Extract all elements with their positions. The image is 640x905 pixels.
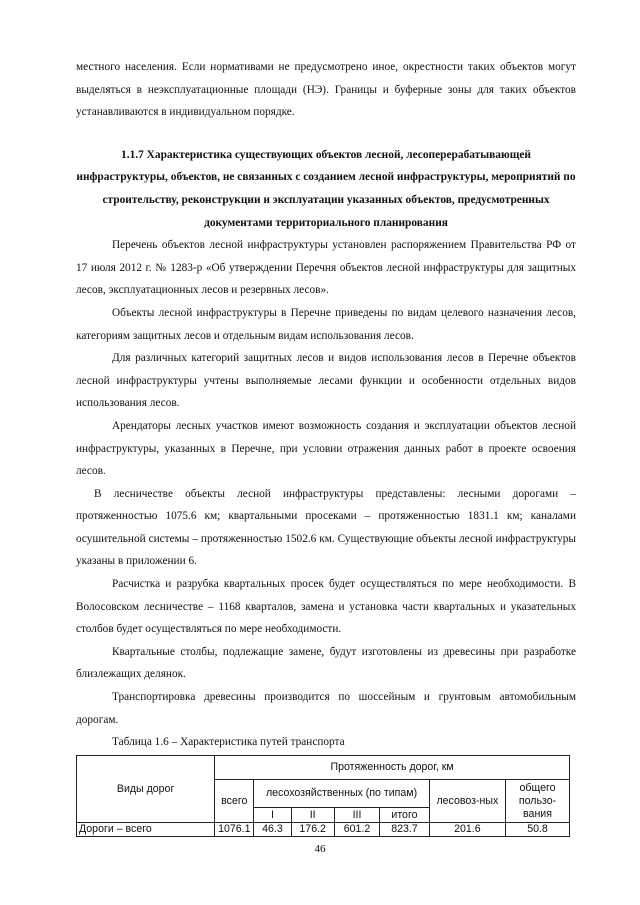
header-length: Протяженность дорог, км [215, 756, 570, 780]
section-heading: 1.1.7 Характеристика существующих объектов лесной, лесоперерабатывающей инфраструктуры, объектов, не связанных с созданием лесной инфраструктуры, мероприятий по строительству, реконструкции и эксплуатации указанных объектов, предусмотренных документами территориального планирования [76, 148, 576, 229]
row-logging: 201.6 [429, 823, 505, 837]
paragraph-forestry-objects: В лесничестве объекты лесной инфраструктуры представлены: лесными дорогами – протяженностью 1075.6 км; квартальными просеками – протяженностью 1831.1 км; каналами осушительной системы – протяженностью 1502.6 км. Существующие объекты лесной инфраструктуры указаны в приложении 6. [76, 487, 576, 568]
header-type-2: II [291, 808, 334, 823]
row-type-3: 601.2 [334, 823, 379, 837]
paragraph-top: местного населения. Если нормативами не предусмотрено иное, окрестности таких объектов могут выделяться в неэксплуатационные площади (НЭ). Границы и буферные зоны для таких объектов устанавливаются в индивидуальном порядке. [76, 61, 576, 119]
row-type-1: 46.3 [254, 823, 291, 837]
document-page [76, 56, 576, 837]
row-type-2: 176.2 [291, 823, 334, 837]
header-type-3: III [334, 808, 379, 823]
paragraph-clearing: Расчистка и разрубка квартальных просек будет осуществляться по мере необходимости. В Волосовском лесничестве – 1168 кварталов, замена и установка части квартальных и указательных столбов будет осуществляться по мере необходимости. [76, 578, 576, 636]
paragraph-infrastructure-list: Перечень объектов лесной инфраструктуры установлен распоряжением Правительства РФ от 17 июля 2012 г. № 1283-р «Об утверждении Перечня объектов лесной инфраструктуры для защитных лесов, эксплуатационных лесов и резервных лесов». [76, 239, 576, 297]
table-caption: Таблица 1.6 – Характеристика путей транспорта [112, 736, 345, 749]
header-total: всего [215, 780, 254, 823]
header-road-types: Виды дорог [77, 756, 215, 823]
header-type-1: I [254, 808, 291, 823]
transport-table [76, 755, 570, 837]
page-number: 46 [314, 843, 326, 855]
header-subtotal: итого [380, 808, 430, 823]
row-name: Дороги – всего [77, 823, 215, 837]
paragraph-posts: Квартальные столбы, подлежащие замене, будут изготовлены из древесины при разработке близлежащих делянок. [76, 645, 576, 681]
row-public: 50.8 [506, 823, 570, 837]
paragraph-purpose-types: Объекты лесной инфраструктуры в Перечне приведены по видам целевого назначения лесов, категориям защитных лесов и отдельным видам использования лесов. [76, 306, 576, 342]
header-logging: лесовоз-ных [429, 780, 505, 823]
header-forestry: лесохозяйственных (по типам) [254, 780, 429, 808]
paragraph-categories: Для различных категорий защитных лесов и видов использования лесов в Перечне объектов лесной инфраструктуры учтены выполняемые лесами функции и особенности отдельных видов использования лесов. [76, 352, 576, 410]
paragraph-transport: Транспортировка древесины производится по шоссейным и грунтовым автомобильным дорогам. [76, 691, 576, 726]
row-total: 1076.1 [215, 823, 254, 837]
header-public: общего пользо-вания [506, 780, 570, 823]
row-subtotal: 823.7 [380, 823, 430, 837]
table-row [77, 823, 570, 837]
paragraph-tenants: Арендаторы лесных участков имеют возможность создания и эксплуатации объектов лесной инфраструктуры, указанных в Перечне, при условии отражения данных работ в проекте освоения лесов. [76, 419, 576, 478]
